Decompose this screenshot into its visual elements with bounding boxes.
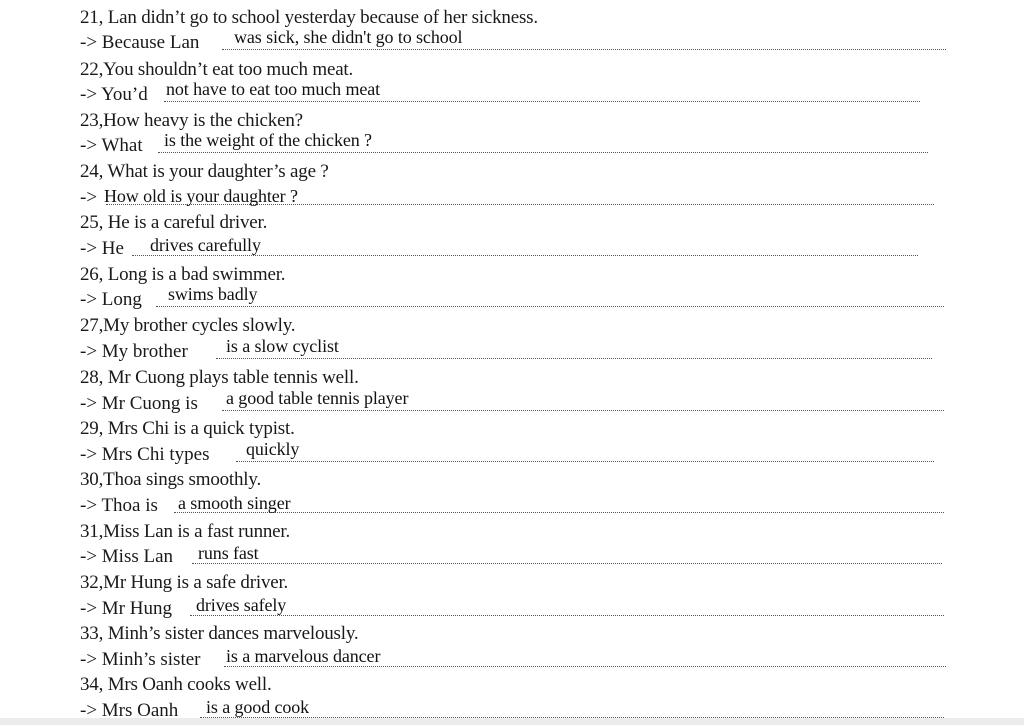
answer-prefix: -> Mrs Oanh [80, 700, 179, 721]
question-25 [80, 210, 1024, 236]
handwritten-answer: is the weight of the chicken ? [164, 130, 372, 150]
question-text: 32,Mr Hung is a safe driver. [80, 572, 289, 593]
question-28 [80, 365, 1024, 391]
question-text: 25, He is a careful driver. [80, 212, 268, 233]
answer-line-25 [80, 236, 1024, 262]
question-text: 29, Mrs Chi is a quick typist. [80, 418, 295, 439]
question-30 [80, 467, 1024, 493]
answer-line-23 [80, 130, 1024, 159]
answer-prefix: -> What [80, 135, 143, 156]
answer-line-21 [80, 27, 1024, 56]
answer-prefix: -> He [80, 238, 124, 259]
handwritten-answer: is a marvelous dancer [226, 646, 381, 666]
handwritten-answer: is a good cook [206, 697, 310, 717]
handwritten-answer: a good table tennis player [226, 388, 409, 408]
answer-prefix: -> Because Lan [80, 32, 200, 53]
question-text: 23,How heavy is the chicken? [80, 110, 303, 131]
dotted-line [164, 101, 920, 102]
question-text: 30,Thoa sings smoothly. [80, 469, 262, 490]
dotted-line [222, 49, 946, 50]
answer-prefix: -> Mr Hung [80, 598, 172, 619]
answer-prefix: -> Long [80, 289, 142, 310]
question-text: 33, Minh’s sister dances marvelously. [80, 623, 359, 644]
answer-prefix: -> Minh’s sister [80, 649, 201, 670]
question-29 [80, 416, 1024, 442]
answer-line-27 [80, 336, 1024, 365]
question-text: 24, What is your daughter’s age ? [80, 161, 329, 182]
question-33 [80, 621, 1024, 647]
answer-line-26 [80, 284, 1024, 313]
question-text: 28, Mr Cuong plays table tennis well. [80, 367, 359, 388]
answer-prefix: -> Mrs Chi types [80, 444, 210, 465]
question-32 [80, 570, 1024, 596]
answer-line-32 [80, 596, 1024, 622]
answer-prefix: -> [80, 187, 98, 208]
answer-prefix: -> You’d [80, 84, 148, 105]
question-21 [80, 5, 1024, 31]
handwritten-answer: swims badly [168, 284, 258, 304]
dotted-line [236, 461, 934, 462]
dotted-line [216, 358, 932, 359]
answer-prefix: -> My brother [80, 341, 188, 362]
handwritten-answer: How old is your daughter ? [104, 186, 298, 206]
question-24 [80, 159, 1024, 185]
dotted-line [192, 563, 942, 564]
dotted-line [222, 410, 944, 411]
question-text: 27,My brother cycles slowly. [80, 315, 296, 336]
question-text: 26, Long is a bad swimmer. [80, 264, 286, 285]
question-text: 31,Miss Lan is a fast runner. [80, 521, 291, 542]
question-text: 21, Lan didn’t go to school yesterday because of her sickness. [80, 7, 538, 28]
answer-line-22 [80, 79, 1024, 108]
dotted-line [158, 152, 928, 153]
question-34 [80, 672, 1024, 698]
handwritten-answer: drives safely [196, 595, 287, 615]
answer-prefix: -> Miss Lan [80, 546, 174, 567]
handwritten-answer: a smooth singer [178, 493, 291, 513]
answer-line-30 [80, 493, 1024, 519]
answer-prefix: -> Mr Cuong is [80, 393, 198, 414]
question-text: 34, Mrs Oanh cooks well. [80, 674, 272, 695]
handwritten-answer: is a slow cyclist [226, 336, 339, 356]
handwritten-answer: drives carefully [150, 235, 261, 255]
handwritten-answer: was sick, she didn't go to school [234, 27, 463, 47]
answer-line-28 [80, 388, 1024, 417]
dotted-line [190, 615, 944, 616]
answer-prefix: -> Thoa is [80, 495, 158, 516]
answer-line-31 [80, 544, 1024, 570]
question-text: 22,You shouldn’t eat too much meat. [80, 59, 354, 80]
dotted-line [156, 306, 944, 307]
answer-line-24 [80, 185, 1024, 211]
answer-line-29 [80, 439, 1024, 468]
answer-line-33 [80, 647, 1024, 673]
handwritten-answer: runs fast [198, 543, 259, 563]
question-27 [80, 313, 1024, 339]
handwritten-answer: quickly [246, 439, 300, 459]
handwritten-answer: not have to eat too much meat [166, 79, 381, 99]
